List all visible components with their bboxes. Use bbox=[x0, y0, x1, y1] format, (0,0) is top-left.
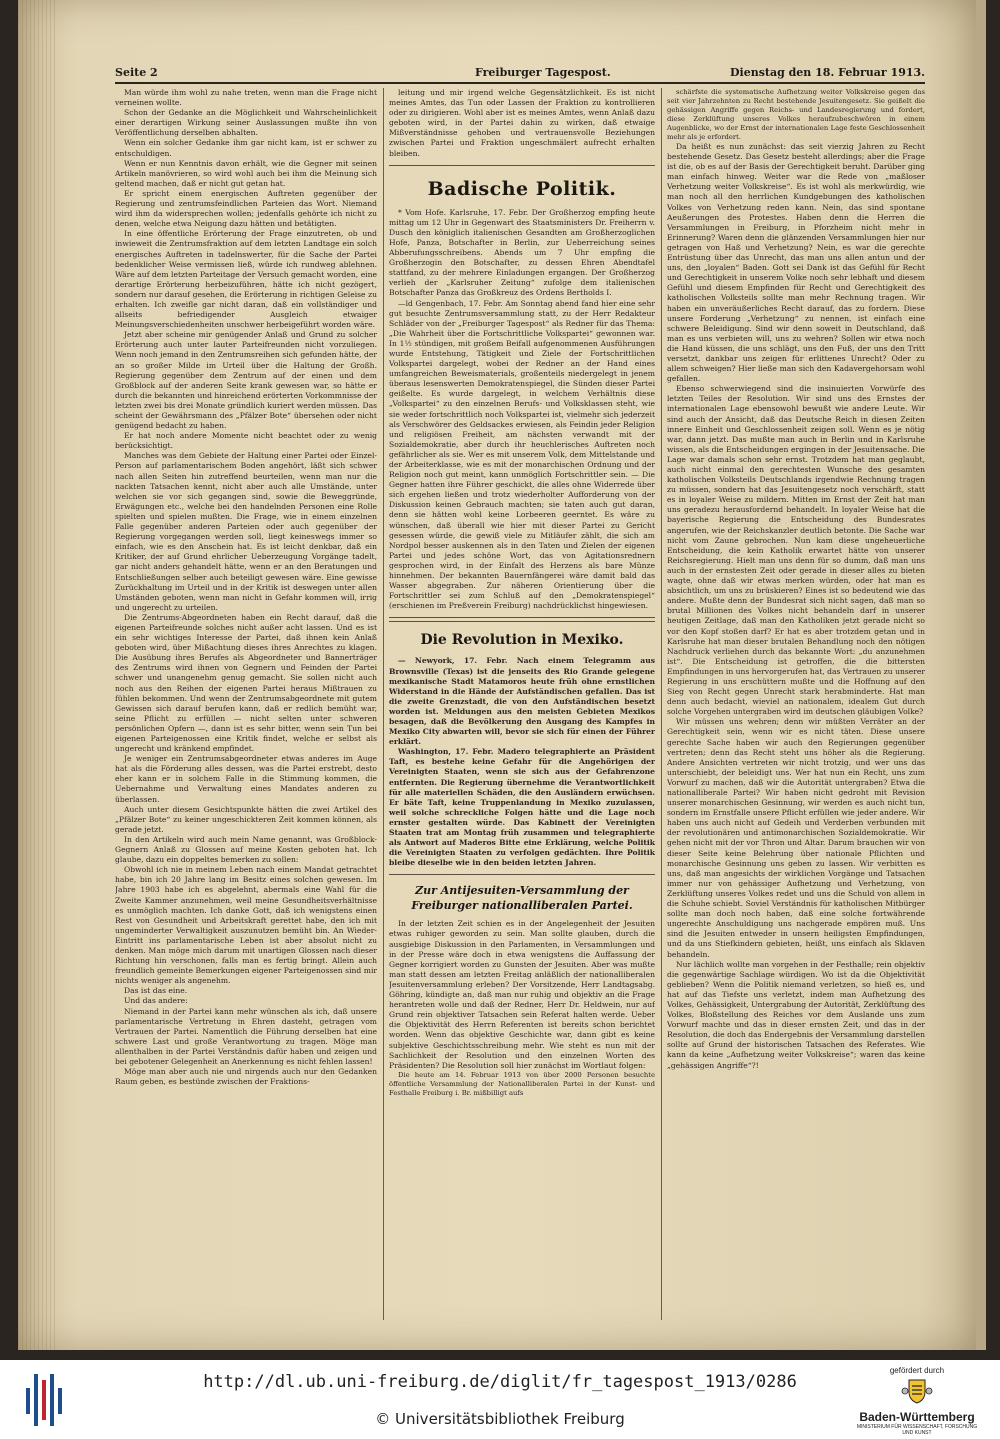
coat-of-arms-icon bbox=[900, 1377, 934, 1405]
ministry-name: MINISTERIUM FÜR WISSENSCHAFT, FORSCHUNG UND KUNST bbox=[856, 1424, 978, 1436]
news-item: * Vom Hofe. Karlsruhe, 17. Febr. Der Großherzog empfing heute mittag um 12 Uhr in Gegenwart des Staatsministers Dr. Freiherrn v. Dusch den königlich italienischen Gesandten am Großherzoglichen Hofe, Panza, Botschafter in Berlin, zur Ueberreichung seines Abberufungsschreibens. Abends um 7 Uhr empfing die Großherzogin den Botschafter, zu dessen Ehren Abendtafel stattfand, zu der mehrere Einladungen ergangen. Der Großherzog verlieh der „Karlsruher Zeitung“ zufolge dem italienischen Botschafter Panza das Großkreuz des Ordens Bertholds I. bbox=[389, 207, 655, 298]
paragraph: Die Zentrums-Abgeordneten haben ein Recht darauf, daß die eigenen Parteifreunde solches nicht außer acht lassen. Und es ist ein sehr wichtiges Interesse der Partei, daß ihnen kein Anlaß geboten wird, über Mißachtung dieses ihres Anrechtes zu klagen. Die Ausübung ihres Berufes als Abgeordneter und Bannerträger des Zentrums wird ihnen von Gegnern und Feinden der Partei schwer und unangenehm genug gemacht. Sie sollen nicht auch noch aus den Reihen der eigenen Partei heraus Mißtrauen zu fühlen bekommen. Und wenn der Zentrumsabgeordnete mit gutem Gewissen sich darauf berufen kann, daß er redlich bemüht war, seine Pflicht zu erfüllen — nicht selten unter schweren persönlichen Opfern —, dann ist es sehr bitter, wenn sein Tun bei eigenen Parteigenossen eine Kritik findet, welche er selbst als ungerecht und kränkend empfindet. bbox=[115, 612, 377, 754]
column-separator bbox=[383, 88, 384, 1320]
news-item: — Newyork, 17. Febr. Nach einem Telegramm aus Brownsville (Texas) ist die jenseits des Rio Grande gelegene mexikanische Stadt Matamoros heute früh ohne ernstlichen Widerstand in die Hände der Aufständischen gefallen. Das ist die zweite Grenzstadt, die von den Aufständischen besetzt worden ist. Meldungen aus den meisten Gebieten Mexikos besagen, daß die Bevölkerung den Ausgang des Kampfes in Mexiko City abwarten will, bevor sie sich für einen der Führer erklärt. bbox=[389, 656, 655, 747]
paragraph: Wenn ein solcher Gedanke ihm gar nicht kam, ist er schwer zu entschuldigen. bbox=[115, 138, 377, 158]
paragraph: Möge man aber auch nie und nirgends auch nur den Gedanken Raum geben, es bestünde zwischen der Fraktions- bbox=[115, 1067, 377, 1087]
paragraph: Wenn er nun Kenntnis davon erhält, wie die Gegner mit seinen Artikeln manövrieren, so wird wohl auch bei ihm die Meinung sich geltend machen, daß er nicht gut getan hat. bbox=[115, 158, 377, 188]
column-3 bbox=[667, 88, 925, 1320]
page-number: Seite 2 bbox=[115, 66, 158, 79]
footer bbox=[0, 1360, 1000, 1439]
paragraph: Ebenso schwerwiegend sind die insinuierten Vorwürfe des letzten Teiles der Resolution. Wir sind uns des Ernstes der internationalen Lage ebensowohl bewußt wie andere Leute. Wir sind auch der Ansicht, daß das Deutsche Reich in diesen Zeiten innere Einheit und Geschlossenheit zeigen soll. Wenn es je nötig war, dann jetzt. Das mußte man auch in Berlin und in Karlsruhe wissen, als die Entscheidungen ergingen in der Jesuitensache. Die Lage war damals schon sehr ernst. Trotzdem hat man geglaubt, auch nicht einmal den gerechtesten Wunsche des gesamten katholischen Volksteils Deutschlands irgendwie Rechnung tragen zu müssen, sondern hat das Jesuitengesetz noch verschärft, statt es in loyaler Weise zu mildern. Mitten im Ernst der Zeit hat man uns geradezu herausfordernd behandelt. In loyaler Weise hat die bayerische Regierung die Entscheidung des Bundesrates angerufen, wie der Reichskanzler deutlich betonte. Die Sache war nicht vom Zaune gebrochen. Nun kam diese ungeheuerliche Entscheidung, die kein Katholik erwartet hätte von unserer Reichsregierung. Hielt man uns denn für so dumm, daß man uns auch in der ernstesten Zeit oder gerade in dieser alles zu bieten wagte, ohne daß wir etwas merken würden, oder hat man es absichtlich, um uns zu brüskieren? Eines ist so bedeutend wie das andere. Mußte denn der Bundesrat sich nicht sagen, daß man so brutal Millionen des Volkes nicht behandeln darf in unserer heutigen Zeitlage, daß man den Katholiken jetzt gerade nicht so vor den Kopf stoßen darf? Er hat es aber trotzdem getan und in Karlsruhe hat man dieser brutalen Behandlung noch den nötigen Nachdruck verliehen durch das bekannte Wort: „du anzunehmen ist“. Die Entscheidung ist getroffen, die die bittersten Empfindungen in uns hervorgerufen hat, das Vertrauen zu unserer Regierung in uns erschüttern mußte und die Hoffnung auf den Sieg von Recht gegen Unrecht stark herabminderte. Hat man denn auch bedacht, wieviel an nationalem, idealem Gut durch solche Vorgehen untergraben wird im deutschen gläubigen Volke? bbox=[667, 384, 925, 717]
paragraph: In der letzten Zeit schien es in der Angelegenheit der Jesuiten etwas ruhiger geworden zu sein. Man sollte glauben, durch die ausgiebige Diskussion in den Parlamenten, in Versammlungen und in der Presse wäre doch in etwa wenigstens die Auffassung der Gegner korrigiert worden zu Gunsten der Jesuiten. Aber was mußte man statt dessen am letzten Freitag anläßlich der nationalliberalen Jesuitenversammlung erleben? Der Vorsitzende, Herr Landtagsabg. Göhring, kündigte an, daß man nur ruhig und objektiv an die Frage herantreten wolle und daß der Redner, Herr Dr. Heldwein, nur auf Grund rein objektiver Tatsachen sein Referat halten werde. Ueber die Objektivität des Herrn Referenten ist bereits schon berichtet worden. Wenn das objektive Geschichte war, dann gibt es keine subjektive Geschichtsschreibung mehr. Wie steht es nun mit der Sachlichkeit der Resolution und den einzelnen Worten des Präsidenten? Die Resolution soll hier zunächst im Wortlaut folgen: bbox=[389, 919, 655, 1070]
paragraph: Jetzt aber scheine mir genügender Anlaß und Grund zu solcher Erörterung auch unter lauter Parteifreunden nicht vorzuliegen. Wenn noch jemand in den Zentrumsreihen sich gefunden hätte, der an so großer Milde im Urteil über die Haltung der Großh. Regierung gegenüber dem Zentrum auf der einen und dem Großblock auf der anderen Seite krank gewesen war, so hätte er durch die bekannten und hinreichend erörterten Vorkommnisse der letzten zwei bis drei Monate gründlich kuriert werden müssen. Das scheint der Gewährsmann des „Pfälzer Bote“ übersehen oder nicht genügend bedacht zu haben. bbox=[115, 330, 377, 431]
resolution-text: Die heute am 14. Februar 1913 von über 2000 Personen besuchte öffentliche Versammlung der Nationalliberalen Partei in der Kunst- und Festhalle Freiburg i. Br. mißbilligt aufs bbox=[389, 1070, 655, 1097]
paragraph: Je weniger ein Zentrumsabgeordneter etwas anderes im Auge hat als die Förderung alles dessen, was die Partei erstrebt, desto eher kann er in solchem Falle in die Stimmung kommen, die Uebernahme und Verwaltung eines Mandates anderen zu überlassen. bbox=[115, 754, 377, 804]
paragraph: In den Artikeln wird auch mein Name genannt, was Großblock-Gegnern Anlaß zu Glossen auf meine Kosten geboten hat. Ich glaube, dazu ein doppeltes bemerken zu sollen: bbox=[115, 834, 377, 865]
heading-antijesuiten: Zur Antijesuiten-Versammlung der Freiburger nationalliberalen Partei. bbox=[411, 884, 633, 913]
paragraph: Niemand in der Partei kann mehr wünschen als ich, daß unsere parlamentarische Vertretung in Ehren dasteht, getragen vom Vertrauen der Partei. Namentlich die Führung derselben hat eine schwere Last und große Verantwortung zu tragen. Möge man allenthalben in der Partei Verständnis dafür haben und zeigen und bei gebotener Gelegenheit an Anerkennung es nicht fehlen lassen! bbox=[115, 1006, 377, 1066]
paragraph: Manches was dem Gebiete der Haltung einer Partei oder Einzel-Person auf parlamentarischem Boden angehört, läßt sich schwer nach allen Seiten hin zutreffend beurteilen, wenn man nur die nackten Tatsachen kennt, nicht aber auch alle Umstände, unter welchen sie vor sich gegangen sind, sowie die Beweggründe, Erwägungen etc., welche bei den handelnden Personen eine Rolle spielten und spielen mußten. Die Frage, wie in einem einzelnen Falle gegenüber anderen Parteien oder auch gegenüber der Regierung vorgegangen werden soll, liegt keineswegs immer so einfach, wie es den Anschein hat. Es ist leicht denkbar, daß ein Kritiker, der auf Grund ehrlicher Ueberzeugung Vorgänge tadelt, gar nicht anders gehandelt hätte, wenn er an den Beratungen und Entschließungen selber auch beteiligt gewesen wäre. Eine gewisse Zurückhaltung im Urteil und in der Kritik ist deswegen unter allen Umständen geboten, wenn man nicht in Gefahr kommen will, irrig und ungerecht zu urteilen. bbox=[115, 451, 377, 612]
paragraph: Schon der Gedanke an die Möglichkeit und Wahrscheinlichkeit einer derartigen Wirkung seiner Auslassungen mußte ihn von Veröffentlichung derselben abhalten. bbox=[115, 108, 377, 138]
header-rule bbox=[115, 82, 925, 84]
right-page-edge bbox=[976, 0, 986, 1350]
paragraph: Auch unter diesem Gesichtspunkte hätten die zwei Artikel des „Pfälzer Bote“ zu keiner ungeschickteren Zeit kommen können, als gerade jetzt. bbox=[115, 804, 377, 834]
resolution-text: schärfste die systematische Aufhetzung weiter Volkskreise gegen das seit vier Jahrzehnten zu Recht bestehende Jesuitengesetz. Sie geißelt die gehässigen Angriffe gegen Reichs- und Landesregierung und fordert, diese Zerklüftung unseres Volkes heraufzubeschwören in einem Augenblicke, wo der Ernst der internationalen Lage feste Geschlossenheit mehr als je erfordert. bbox=[667, 88, 925, 141]
paragraph: Das ist das eine. bbox=[124, 986, 188, 996]
paragraph: Nur lächlich wollte man vorgehen in der Festhalle; rein objektiv die gegenwärtige Sachlage würdigen. Wo ist da die Objektivität geblieben? Wenn die Politik niemand verletzen, so hieß es, und hat auf das Tiefste uns verletzt, indem man Aufhetzung des Volkes, Gehässigkeit, Untergrabung der Autorität, Zerklüftung des Volkes, Bloßstellung des Reiches vor dem Auslande uns zum Vorwurf machte und das in dieser ernsten Zeit, und das in der Resolution, die doch das Endergebnis der Versammlung darstellen sollte auf Grund der historischen Tatsachen des Referates. Wie kann da keine „Aufhetzung weiter Volkskreise“; waren das keine „gehässigen Angriffe“?! bbox=[667, 959, 925, 1070]
permalink-url[interactable]: http://dl.ub.uni-freiburg.de/diglit/fr_tagespost_1913/0286 bbox=[203, 1372, 797, 1392]
issue-date: Dienstag den 18. Februar 1913. bbox=[729, 66, 925, 79]
paragraph: Er spricht einem energischen Auftreten gegenüber der Regierung und zentrumsfeindlichen Parteien das Wort. Niemand wird ihm da widersprechen wollen; jedenfalls gehörte ich nicht zu denen, welche etwa Neigung dazu hätten und betätigten. bbox=[115, 188, 377, 229]
copyright-notice: © Universitätsbibliothek Freiburg bbox=[375, 1410, 625, 1428]
masthead: Freiburger Tagespost. bbox=[475, 66, 611, 79]
column-separator bbox=[661, 88, 662, 1320]
news-item: —ld Gengenbach, 17. Febr. Am Sonntag abend fand hier eine sehr gut besuchte Zentrumsversammlung statt, zu der Herr Redakteur Schläder von der „Freiburger Tagespost“ als Redner für das Thema: „Die Wahrheit über die Fortschrittliche Volkspartei“ gewonnen war. In 1½ stündigen, mit großem Beifall aufgenommenen Ausführungen wurde Entstehung, Tätigkeit und Ziele der Fortschrittlichen Volkspartei dargelegt, wobei der Redner an der Hand eines umfangreichen Beweismaterials, großenteils niedergelegt in jenem überaus lesenswerten Demokratenspiegel, die Sünden dieser Partei geißelte. Es wurde dargelegt, in welchem Verhältnis diese „Volkspartei“ zu den einzelnen Berufs- und Volksklassen steht, wie sie weder fortschrittlich noch Volkspartei ist, vielmehr sich jederzeit als Verschwörer des Geldsackes erwiesen, als Feindin jeder Religion und religiösen Freiheit, am nächsten verwandt mit der Sozialdemokratie, aber durch ihr heuchlerisches Auftreten noch gefährlicher als sie. Wer es mit unserem Volk, dem Mittelstande und der Arbeiterklasse, wie es mit der monarchischen Ordnung und der Religion noch gut meint, kann unmöglich Fortschrittler sein. — Die Gegner hatten ihre Führer geschickt, die alles ohne Widerrede über sich ergehen ließen und trotz wiederholter Aufforderung von der Diskussion keinen Gebrauch machten; sie taten auch gut daran, denn sie hätten wohl keine Lorbeeren geerntet. Es wäre zu wünschen, daß überall wie hier mit dieser Partei zu Gericht gesessen würde, die gewiß viele zu Mitläufer zählt, die sich am Nordpol besser auskennen als in den Taten und Zielen der eigenen Partei und jedes schöne Wort, das von Agitationsrednern gesprochen wird, in der Einfalt des Herzens als bare Münze hinnehmen. Der bekannten Bauernfängerei wäre damit bald das Wasser abgegraben. Zur näheren Orientierung über die Fortschrittler sei zum Schluß auf den „Demokratenspiegel“ (erschienen im Preßverein Freiburg) nachdrücklichst hingewiesen. bbox=[389, 298, 655, 611]
heading-badische-politik: Badische Politik. bbox=[427, 177, 617, 200]
paragraph: In eine öffentliche Erörterung der Frage einzutreten, ob und inwieweit die Zentrumsfraktion auf dem letzten Landtage ein solch energisches Auftreten in tadelnswerter, für die Sache der Partei bedenklicher Weise vermissen ließ, würde ich rundweg ablehnen. Wäre auf dem letzten Parteitage der Versuch gemacht worden, eine derartige Erörterung herbeizuführen, hätte ich nicht gezögert, sondern nur darauf gesehen, die Erörterung in richtigen Geleise zu erhalten. Ich zweifle gar nicht daran, daß ein vollständiger und allseits befriedigender Ausgleich etwaiger Meinungsverschiedenheiten unschwer herbeigeführt worden wäre. bbox=[115, 229, 377, 330]
page-header bbox=[115, 63, 925, 83]
paragraph: leitung und mir irgend welche Gegensätzlichkeit. Es ist nicht meines Amtes, das Tun oder Lassen der Fraktion zu kontrollieren oder zu dirigieren. Wohl aber ist es meines Amtes, wenn Anlaß dazu geboten wird, in der Partei dahin zu wirken, daß etwaige Mißverständnisse gehoben und vertrauensvolle Beziehungen zwischen Partei und Fraktion ungeschmälert aufrecht erhalten bleiben. bbox=[389, 88, 655, 158]
section-rule bbox=[389, 165, 655, 166]
funding-notice bbox=[852, 1366, 982, 1436]
paragraph: Man würde ihm wohl zu nahe treten, wenn man die Frage nicht verneinen wollte. bbox=[115, 88, 377, 108]
column-2 bbox=[389, 88, 655, 1320]
section-rule bbox=[389, 617, 655, 622]
section-rule bbox=[389, 874, 655, 875]
paragraph: Und das andere: bbox=[124, 996, 188, 1006]
state-name: Baden-Württemberg bbox=[859, 1410, 975, 1424]
heading-revolution-mexiko: Die Revolution in Mexiko. bbox=[420, 632, 624, 649]
paragraph: Wir müssen uns wehren; denn wir müßten Verräter an der Gerechtigkeit sein, wenn wir es nicht täten. Diese unsere gerechte Sache haben wir auch den Regierungen gegenüber vertreten; denn das Recht steht uns höher als die Regierung. Andere Ansichten vertreten wir nicht trotzig, und wer uns das unterschiebt, der beleidigt uns. Wer hat nun ein Recht, uns zum Vorwurf zu machen, daß wir die Autorität untergraben? Etwa die nationalliberale Partei? Wir haben nicht gedroht mit Revision unserer monarchischen Gesinnung, wir werden es auch nicht tun, sondern im Ernstfalle unsere Pflicht erfüllen wie jeder andere. Wir haben uns auch nicht auf Gedeih und Verderben verbunden mit der revolutionären und antimonarchischen Sozialdemokratie. Wir gehen nicht mit der vor Thron und Altar. Darum brauchen wir von dieser Seite keine Belehrung über nationale Pflichten und monarchische Gesinnung uns geben zu lassen. Wir verbitten es uns, daß man angesichts der wirklichen Vorgänge und Tatsachen immer nur von gehässiger Aufhetzung und Verhetzung, von Zerklüftung unseres Volkes redet und uns die Schuld von allem in die Schuhe schiebt. Soviel Verständnis für katholischen Mitbürger sollte man doch noch haben, daß eine solche fortwährende ungerechte Anschuldigung uns nachgerade empören muß. Uns sind die Jesuiten entweder in unsern heiligsten Empfindungen, und da uns Stiefkindern gebieten, heißt, uns einfach als Sklaven behandeln. bbox=[667, 717, 925, 959]
paragraph: Da heißt es nun zunächst: das seit vierzig Jahren zu Recht bestehende Gesetz. Das Gesetz besteht allerdings; aber die Frage ist die, ob es auf der Basis der Gerechtigkeit beruht. Darüber ging man einfach hinweg. Weiter war die Rede von „maßloser Verhetzung weiter Volkskreise“. Es ist wohl als merkwürdig, wie man noch all den herrlichen Kundgebungen des katholischen Volkes von Verhetzung reden kann. Nein, das sind spontane Aeußerungen des Protestes. Haben denn die Herren die Versammlungen in Freiburg, in Pforzheim nicht mehr in Erinnerung? Waren denn die glänzenden Versammlungen hier nur getragen von Haß und Verhetzung? Nein, es war die gerechte Entrüstung über das Unrecht, das man uns allen antun und der uns, den „loyalen“ Baden. Gott sei Dank ist das Gefühl für Recht und Gerechtigkeit in unserem Volke noch sehr lebhaft und diesem Gefühl und diesem Empfinden für Recht und Gerechtigkeit des katholischen Volksteils sollte man mehr Rechnung tragen. Wir haben ein unveräußerliches Recht darauf, das zu fordern. Diese unsere Forderung „Verhetzung“ zu nennen, ist einfach eine schwere Beleidigung. Sind wir denn soweit in Deutschland, daß man es uns verbieten will, uns zu wehren? Sollen wir etwa noch die Hand küssen, die uns schlägt, uns den Fuß, der uns den Tritt versetzt, dankbar uns zeigen für erlittenes Unrecht? Oder zu allem schweigen? Hier ließe man sich den Kadavergehorsam wohl gefallen. bbox=[667, 142, 925, 384]
page-edges bbox=[18, 0, 58, 1350]
paragraph: Obwohl ich nie in meinem Leben nach einem Mandat getrachtet habe, bin ich 20 Jahre lang im Besitz eines solchen gewesen. Im Jahre 1903 habe ich es abgelehnt, abermals eine Wahl für die Zweite Kammer anzunehmen, weil meine Gesundheitsverhältnisse es unmöglich machten. Ich danke Gott, daß ich wenigstens einen Rest von Gesundheit und Arbeitskraft gerettet habe, den ich mit ungeminderter Verwaltigkeit auszunutzen bemüht bin. An Wieder-Eintritt ins parlamentarische Leben ist aber absolut nicht zu denken. Man möge mich darum mit unartigen Glossen nach dieser Richtung hin verschonen, falls man es fertig bringt. Allein auch freundlich gemeinte Bemerkungen eigener Parteigenossen sind mir nichts weniger als angenehm. bbox=[115, 865, 377, 986]
paragraph: Er hat noch andere Momente nicht beachtet oder zu wenig berücksichtigt. bbox=[115, 431, 377, 451]
funded-by-label: gefördert durch bbox=[889, 1366, 945, 1375]
news-item: Washington, 17. Febr. Madero telegraphierte an Präsident Taft, es bestehe keine Gefahr für die Angehörigen der Vereinigten Staaten, wenn sie sich aus der Gefahrenzone entfernten. Die Regierung übernehme die Verantwortlichkeit für alle materiellen Schäden, die den Ausländern erwüchsen. Er bäte Taft, keine Truppenlandung in Mexiko zuzulassen, weil solche schreckliche Folgen hätte und die Lage noch ernster gestalten würde. Das Kabinett der Vereinigten Staaten trat am Montag früh zusammen und telegraphierte als Antwort auf Maderos Bitte eine Erklärung, welche Politik die Vereinigten Staaten zu verfolgen gedächten. Ihre Politik bleibe dieselbe wie in den beiden letzten Jahren. bbox=[389, 747, 655, 868]
column-1 bbox=[115, 88, 377, 1320]
